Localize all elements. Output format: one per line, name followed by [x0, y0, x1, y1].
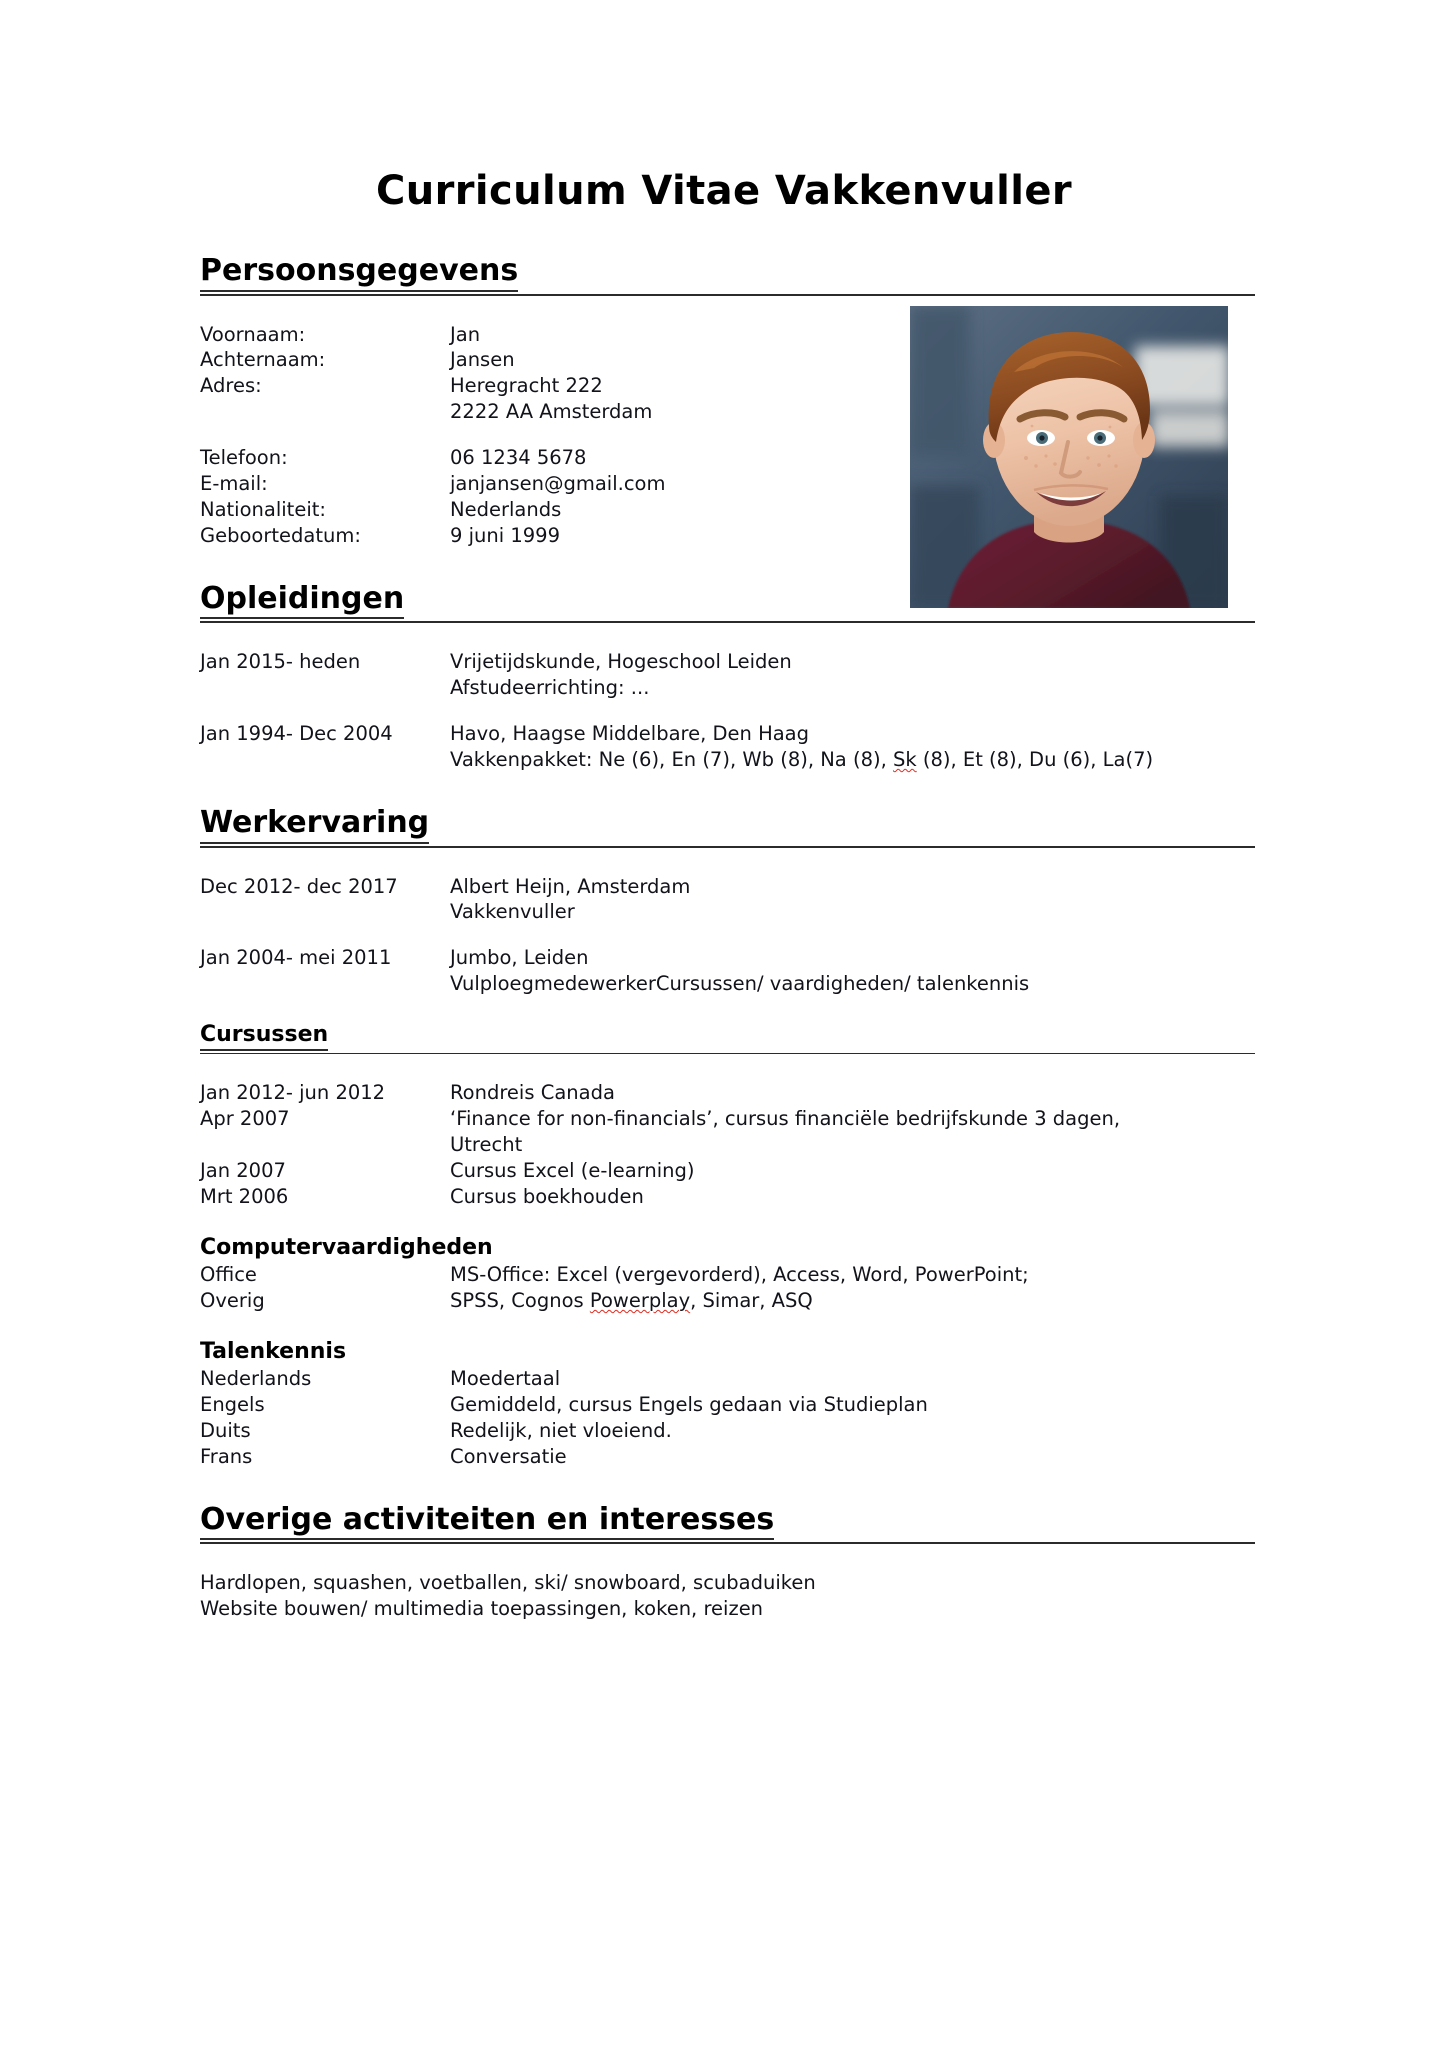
- work-experience-table: [200, 874, 1255, 998]
- education-detail: [450, 649, 1255, 701]
- computer-skill-value: [450, 1288, 1255, 1314]
- table-row: [200, 373, 1255, 399]
- education-line: Afstudeerrichting: ...: [450, 676, 650, 700]
- personal-value: 9 juni 1999: [450, 523, 560, 547]
- work-line: Vakkenvuller: [450, 900, 575, 924]
- education-period: Jan 1994- Dec 2004: [200, 722, 393, 746]
- education-line: Vrijetijdskunde, Hogeschool Leiden: [450, 650, 792, 674]
- section-divider-interests: [200, 1542, 1255, 1544]
- skill-suffix: , Simar, ASQ: [690, 1288, 813, 1312]
- personal-label: E-mail:: [200, 472, 268, 496]
- personal-value: 2222 AA Amsterdam: [450, 400, 653, 424]
- personal-value: Jansen: [450, 348, 515, 372]
- table-row: [200, 1184, 1255, 1210]
- subjects-prefix: Vakkenpakket: Ne (6), En (7), Wb (8), Na (8),: [450, 748, 893, 772]
- table-row: [200, 347, 1255, 373]
- section-divider-personal: [200, 294, 1255, 296]
- table-row: [200, 1444, 1255, 1470]
- section-heading-courses: Cursussen: [200, 1023, 328, 1051]
- language-value: Gemiddeld, cursus Engels gedaan via Studieplan: [450, 1392, 928, 1416]
- work-line: VulploegmedewerkerCursussen/ vaardigheden/ talenkennis: [450, 972, 1030, 996]
- row-spacer: [200, 701, 1255, 721]
- personal-value: Nederlands: [450, 498, 562, 522]
- table-row: [200, 1418, 1255, 1444]
- table-row: [200, 721, 1255, 773]
- language-value: Conversatie: [450, 1444, 567, 1468]
- table-row: [200, 399, 1255, 425]
- computer-skills-table: [200, 1262, 1255, 1314]
- spellcheck-flagged-word: Powerplay: [589, 1288, 691, 1312]
- education-detail: [450, 721, 1255, 773]
- interests-line: Website bouwen/ multimedia toepassingen, koken, reizen: [200, 1597, 764, 1621]
- section-divider-work-experience: [200, 846, 1255, 848]
- computer-skill-value: MS-Office: Excel (vergevorderd), Access, Word, PowerPoint;: [450, 1263, 1029, 1287]
- row-spacer: [200, 925, 1255, 945]
- interests-line: Hardlopen, squashen, voetballen, ski/ snowboard, scubaduiken: [200, 1571, 816, 1595]
- course-detail: Cursus boekhouden: [450, 1185, 644, 1209]
- table-row: [200, 1080, 1255, 1106]
- course-detail: Cursus Excel (e-learning): [450, 1159, 695, 1183]
- section-heading-interests: Overige activiteiten en interesses: [200, 1504, 774, 1541]
- cv-content: [200, 255, 1255, 1622]
- computer-skill-label: Office: [200, 1263, 257, 1287]
- course-line: Utrecht: [450, 1133, 523, 1157]
- language-label: Duits: [200, 1418, 251, 1442]
- table-row: [200, 649, 1255, 701]
- table-row: [200, 471, 1255, 497]
- work-line: Albert Heijn, Amsterdam: [450, 874, 691, 898]
- skill-prefix: SPSS, Cognos: [450, 1288, 590, 1312]
- personal-value: janjansen@gmail.com: [450, 472, 666, 496]
- courses-table: [200, 1080, 1255, 1210]
- section-work-experience: [200, 807, 1255, 848]
- personal-label: Geboortedatum:: [200, 523, 361, 547]
- table-row: [200, 497, 1255, 523]
- course-line: ‘Finance for non-financials’, cursus financiële bedrijfskunde 3 dagen,: [450, 1107, 1121, 1131]
- section-heading-work-experience: Werkervaring: [200, 807, 429, 844]
- section-education: [200, 580, 1255, 624]
- row-spacer: [200, 425, 1255, 445]
- work-line: Jumbo, Leiden: [450, 946, 589, 970]
- section-interests: [200, 1501, 1255, 1545]
- table-row: [200, 1262, 1255, 1288]
- personal-value: 06 1234 5678: [450, 446, 587, 470]
- course-period: Apr 2007: [200, 1107, 290, 1131]
- section-divider-education: [200, 621, 1255, 623]
- personal-label: Adres:: [200, 374, 262, 398]
- work-period: Jan 2004- mei 2011: [200, 946, 392, 970]
- table-row: [200, 1106, 1255, 1158]
- table-row: [200, 1392, 1255, 1418]
- section-heading-personal: Persoonsgegevens: [200, 255, 518, 292]
- section-heading-education: Opleidingen: [200, 583, 404, 620]
- languages-table: [200, 1366, 1255, 1470]
- education-table: [200, 649, 1255, 773]
- language-label: Nederlands: [200, 1366, 312, 1390]
- work-period: Dec 2012- dec 2017: [200, 874, 398, 898]
- table-row: [200, 523, 1255, 549]
- section-divider-courses: [200, 1053, 1255, 1054]
- personal-value: Jan: [450, 322, 481, 346]
- education-period: Jan 2015- heden: [200, 650, 361, 674]
- education-subjects-line: [450, 747, 1255, 773]
- language-value: Moedertaal: [450, 1366, 561, 1390]
- personal-value: Heregracht 222: [450, 374, 603, 398]
- interests-list: [200, 1570, 1255, 1622]
- course-period: Jan 2007: [200, 1159, 286, 1183]
- table-row: [200, 445, 1255, 471]
- table-row: [200, 1288, 1255, 1314]
- table-row: [200, 874, 1255, 926]
- personal-label: Achternaam:: [200, 348, 326, 372]
- section-courses: [200, 1023, 1255, 1054]
- personal-label: Telefoon:: [200, 446, 288, 470]
- personal-label: Nationaliteit:: [200, 498, 326, 522]
- personal-label: [200, 399, 450, 425]
- spellcheck-flagged-word: Sk: [892, 748, 917, 772]
- work-detail: [450, 874, 1255, 926]
- section-heading-languages: Talenkennis: [200, 1338, 347, 1364]
- computer-skill-label: Overig: [200, 1288, 265, 1312]
- section-heading-computer-skills: Computervaardigheden: [200, 1234, 493, 1260]
- education-line: Havo, Haagse Middelbare, Den Haag: [450, 722, 810, 746]
- work-detail: [450, 945, 1255, 997]
- table-row: [200, 1158, 1255, 1184]
- personal-label: Voornaam:: [200, 322, 306, 346]
- table-row: [200, 945, 1255, 997]
- language-label: Frans: [200, 1444, 253, 1468]
- table-row: [200, 322, 1255, 348]
- table-row: [200, 1366, 1255, 1392]
- course-period: Jan 2012- jun 2012: [200, 1081, 386, 1105]
- language-value: Redelijk, niet vloeiend.: [450, 1418, 672, 1442]
- course-period: Mrt 2006: [200, 1185, 289, 1209]
- section-personal: [200, 255, 1255, 296]
- language-label: Engels: [200, 1392, 265, 1416]
- subjects-suffix: (8), Et (8), Du (6), La(7): [916, 748, 1154, 772]
- page-title: Curriculum Vitae Vakkenvuller: [375, 168, 1073, 214]
- course-detail: Rondreis Canada: [450, 1081, 615, 1105]
- course-detail: [450, 1106, 1255, 1158]
- personal-details-table: [200, 322, 1255, 549]
